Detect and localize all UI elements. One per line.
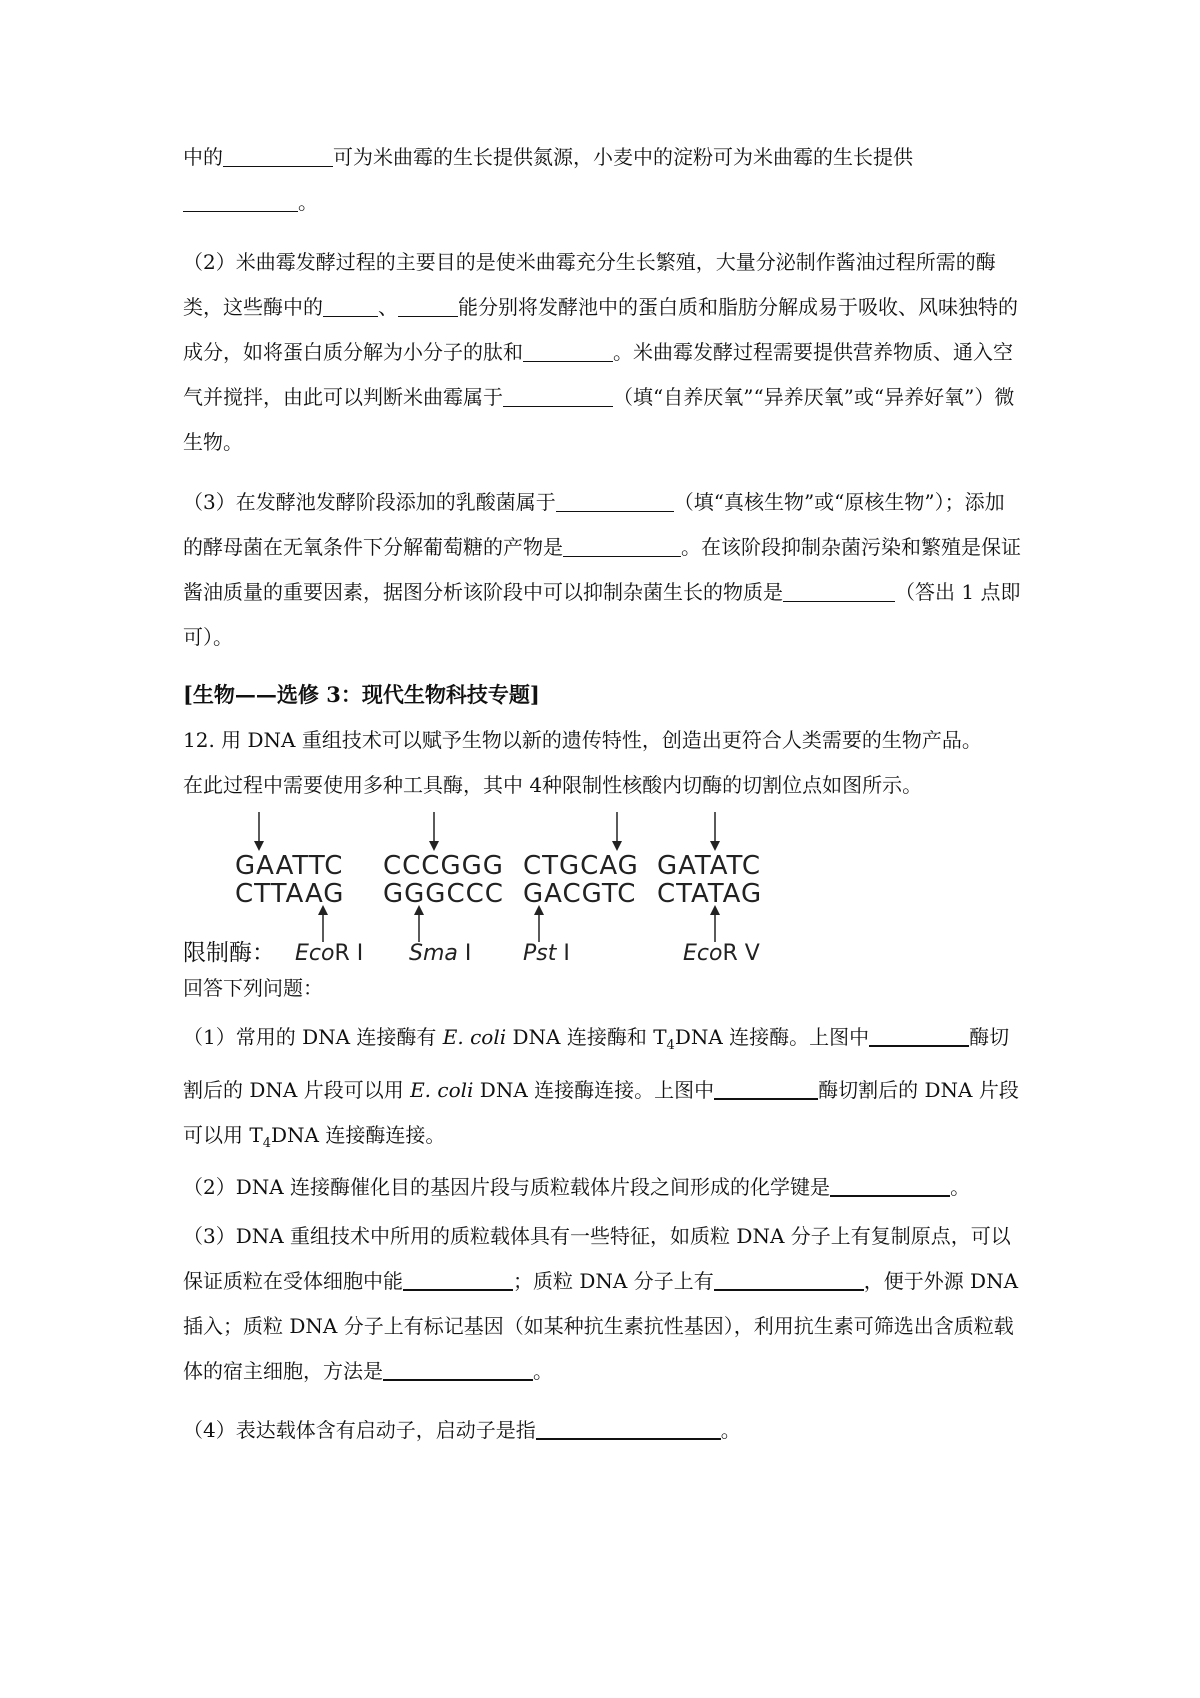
species-name: E. coli xyxy=(442,1025,507,1049)
enzyme-name-1 xyxy=(295,941,363,966)
section-heading: [生物——选修 3：现代生物科技专题] xyxy=(183,682,540,707)
subscript: 4 xyxy=(666,1038,675,1053)
enzyme-name-italic: Eco xyxy=(295,941,335,966)
text: （3）在发酵池发酵阶段添加的乳酸菌属于 xyxy=(183,490,556,514)
answer-blank[interactable] xyxy=(323,296,378,317)
answer-blank[interactable] xyxy=(398,296,458,317)
text: 酶切割后的 DNA 片段可以用 T xyxy=(183,1078,1019,1147)
text: （填“自养厌氧”“异养厌氧”或“异养好氧”）微生物。 xyxy=(183,385,1015,454)
enzyme-name-italic: Pst xyxy=(523,941,557,966)
paragraph-2 xyxy=(183,240,1023,465)
answer-blank[interactable] xyxy=(714,1269,864,1291)
answer-blank[interactable] xyxy=(556,491,674,512)
enzyme-name-rest: R I xyxy=(334,941,364,966)
text: 。米曲霉发酵过程需要提供营养物质、通入空气并搅拌，由此可以判断米曲霉属于 xyxy=(183,340,1013,409)
text: 可为米曲霉的生长提供氮源，小麦中的淀粉可为米曲霉的生长提供 xyxy=(333,145,913,169)
text: 、 xyxy=(378,295,398,319)
sequence-top-3: CTGCAG xyxy=(523,851,639,881)
paragraph-3 xyxy=(183,480,1023,660)
answer-blank[interactable] xyxy=(869,1025,969,1047)
text: （1）常用的 DNA 连接酶有 xyxy=(183,1025,443,1049)
answer-blank[interactable] xyxy=(783,581,895,602)
enzyme-name-italic: Eco xyxy=(683,941,723,966)
answer-blank[interactable] xyxy=(183,191,298,212)
restriction-enzyme-figure xyxy=(183,812,783,967)
enzyme-label: 限制酶： xyxy=(183,940,275,966)
answer-blank[interactable] xyxy=(403,1269,513,1291)
sequence-bottom-1: CTTAAG xyxy=(235,879,345,909)
enzyme-name-italic: Sma xyxy=(409,941,458,966)
answer-blank[interactable] xyxy=(383,1359,533,1381)
species-name: E. coli xyxy=(410,1078,474,1102)
text: （3）DNA 重组技术中所用的质粒载体具有一些特征，如质粒 DNA 分子上有复制原点，可以保证质粒在受体细胞中能 xyxy=(183,1224,1011,1293)
text: 中的 xyxy=(183,145,223,169)
text: ；质粒 DNA 分子上有 xyxy=(513,1269,714,1293)
answer-blank[interactable] xyxy=(536,1418,721,1440)
text: （4）表达载体含有启动子，启动子是指 xyxy=(183,1418,536,1442)
answer-blank[interactable] xyxy=(503,386,613,407)
answer-blank[interactable] xyxy=(223,146,333,167)
enzyme-name-2 xyxy=(409,941,471,966)
text: 。 xyxy=(298,190,318,214)
text: DNA 连接酶连接。 xyxy=(270,1123,446,1147)
text: 在此过程中需要使用多种工具酶，其中 4种限制性核酸内切酶的切割位点如图所示。 xyxy=(183,773,923,797)
enzyme-name-3 xyxy=(523,941,570,966)
text: （2）米曲霉发酵过程的主要目的是使米曲霉充分生长繁殖，大量分泌制作酱油过程所需的酶类，这些酶中的 xyxy=(183,250,996,319)
sequence-bottom-4: CTATAG xyxy=(657,879,763,909)
sequence-bottom-3: GACGTC xyxy=(523,879,637,909)
text: （填“真核生物”或“原核生物”）；添加的酵母菌在无氧条件下分解葡萄糖的产物是 xyxy=(183,490,1005,559)
answer-blank[interactable] xyxy=(523,341,613,362)
answer-blank[interactable] xyxy=(714,1078,818,1100)
text: 酶切割后的 DNA 片段可以用 xyxy=(183,1025,1010,1102)
text: 。 xyxy=(720,1418,741,1442)
text: ，便于外源 DNA 插入；质粒 DNA 分子上有标记基因（如某种抗生素抗性基因），利用抗生素可筛选出含质粒载体的宿主细胞，方法是 xyxy=(183,1269,1019,1383)
enzyme-name-4 xyxy=(683,941,760,966)
answer-blank[interactable] xyxy=(563,536,681,557)
text: 12. 用 DNA 重组技术可以赋予生物以新的遗传特性，创造出更符合人类需要的生物产品。 xyxy=(183,728,982,752)
answer-intro: 回答下列问题： xyxy=(183,976,323,1000)
sub-question-4 xyxy=(183,1408,1023,1453)
sequence-top-4: GATATC xyxy=(657,851,762,881)
answer-blank[interactable] xyxy=(830,1175,950,1197)
question-12-stem xyxy=(183,718,1023,808)
sequence-top-2: CCCGGG xyxy=(383,851,504,881)
sequence-bottom-2: GGGCCC xyxy=(383,879,504,909)
text: 。 xyxy=(533,1359,553,1383)
sub-question-3 xyxy=(183,1214,1023,1394)
sub-question-2 xyxy=(183,1165,1023,1210)
text: 能分别将发酵池中的蛋白质和脂肪分解成易于吸收、风味独特的成分，如将蛋白质分解为小分子的肽和 xyxy=(183,295,1018,364)
text: DNA 连接酶。上图中 xyxy=(674,1025,870,1049)
paragraph-1-continuation xyxy=(183,135,1023,225)
sub-question-1 xyxy=(183,1015,1023,1166)
subscript: 4 xyxy=(262,1136,271,1151)
text: （答出 1 点即可）。 xyxy=(183,580,1021,649)
enzyme-name-rest: R V xyxy=(722,941,760,966)
text: DNA 连接酶连接。上图中 xyxy=(473,1078,715,1102)
text: （2）DNA 连接酶催化目的基因片段与质粒载体片段之间形成的化学键是 xyxy=(183,1175,831,1199)
text: 。在该阶段抑制杂菌污染和繁殖是保证酱油质量的重要因素，据图分析该阶段中可以抑制杂菌生长的物质是 xyxy=(183,535,1021,604)
text: 。 xyxy=(950,1175,971,1199)
enzyme-name-rest: I xyxy=(457,941,472,966)
sequence-top-1: GAATTC xyxy=(235,851,344,881)
enzyme-name-rest: I xyxy=(556,941,570,966)
text: DNA 连接酶和 T xyxy=(506,1025,667,1049)
